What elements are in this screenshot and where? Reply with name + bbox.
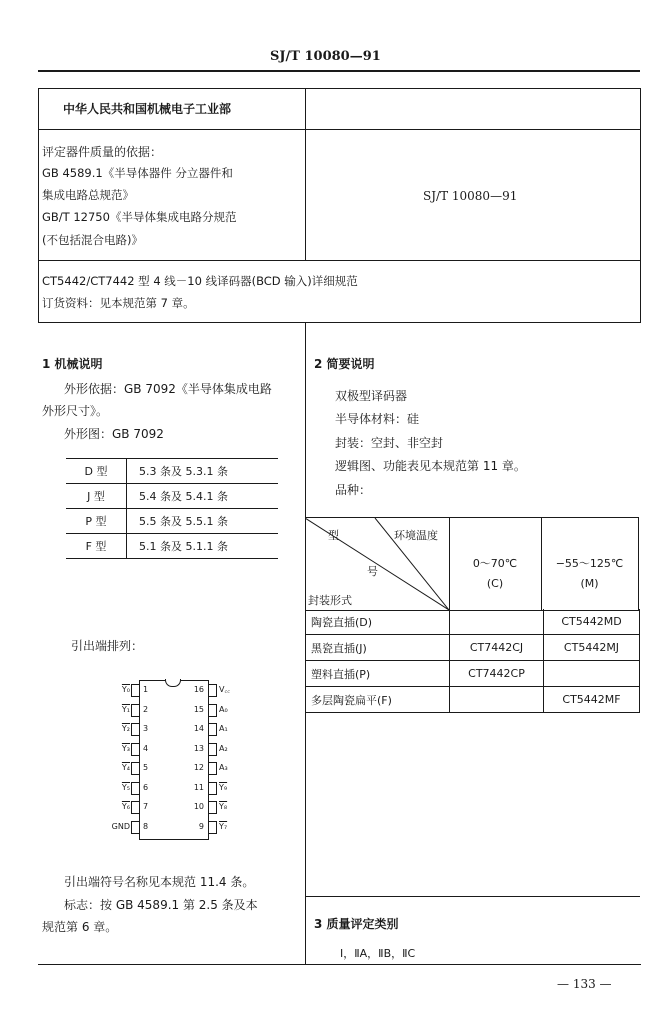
quality-categories: Ⅰ，ⅡA，ⅡB，ⅡC [340,947,416,960]
pin-right-box [208,743,217,756]
pin-left-number: 6 [143,782,149,792]
pin-left-box [131,821,140,834]
marking-line-1: 标志：按 GB 4589.1 第 2.5 条及本 [64,898,258,912]
section1-heading: 1 机械说明 [42,357,103,371]
outline-basis-1: 外形依据：GB 7092《半导体集成电路 [64,382,272,396]
pin-left-number: 4 [143,743,149,753]
grade-c [450,687,544,713]
marking-line-2: 规范第 6 章。 [42,920,118,934]
brief-line-5: 品种： [335,483,372,497]
pin-left-name: Y₁ [121,704,130,714]
section3-heading: 3 质量评定类别 [314,917,399,931]
ordering-info: 订货资料：见本规范第 7 章。 [42,296,195,310]
brief-line-4: 逻辑图、功能表见本规范第 11 章。 [335,459,526,473]
pin-right-name: Y₉ [219,782,228,792]
grade-form: 黑瓷直插(J) [305,635,450,661]
pin-left-name: Y₂ [121,724,130,733]
package-row [66,534,278,559]
pin-right-box [208,723,217,736]
pin-right-name: A₂ [219,743,228,753]
pin-left-name: Y₄ [121,763,130,772]
col-m-range: −55～125℃ [555,557,624,570]
pin-right-name: A₃ [219,763,228,772]
pin-right-box [208,762,217,775]
package-row [66,459,278,484]
grade-form: 多层陶瓷扁平(F) [305,687,450,713]
grade-form: 塑料直插(P) [305,661,450,687]
corner-no: 号 [367,565,378,578]
grade-m: CT5442MF [544,687,640,713]
grade-row [305,609,640,635]
grade-c [450,609,544,635]
pin-left-box [131,762,140,775]
outline-figure: 外形图：GB 7092 [64,427,164,441]
brief-line-2: 半导体材料：硅 [335,412,420,426]
pin-left-number: 5 [143,763,149,772]
ic-body [139,680,209,840]
pin-left-box [131,684,140,697]
brief-line-1: 双极型译码器 [335,389,408,403]
pinout-label: 引出端排列： [71,639,144,653]
pin-left-box [131,801,140,814]
corner-type: 型 [328,529,339,542]
pin-left-name: GND [111,821,130,831]
pin-right-box [208,684,217,697]
grade-m [544,661,640,687]
grade-table-header [305,517,639,611]
basis-line-1: GB 4589.1《半导体器件 分立器件和 [42,166,233,180]
pin-right-number: 14 [193,724,204,733]
package-ref: 5.1 条及 5.1.1 条 [127,534,279,559]
pin-left-number: 7 [143,802,149,811]
package-type: J 型 [66,484,127,509]
grade-c: CT7442CP [450,661,544,687]
grade-form: 陶瓷直插(D) [305,609,450,635]
masthead-standard-number: SJ/T 10080—91 [423,189,518,203]
grade-row [305,687,640,713]
pin-left-box [131,782,140,795]
brief-line-3: 封装：空封、非空封 [335,436,444,450]
pin-right-name: A₀ [219,704,228,714]
grade-row [305,635,640,661]
outline-basis-2: 外形尺寸》。 [42,404,109,418]
package-type: P 型 [66,509,127,534]
pin-symbols-note: 引出端符号名称见本规范 11.4 条。 [64,875,255,889]
header-standard-number: SJ/T 10080—91 [270,49,381,64]
pin-right-name: Y₈ [219,802,228,811]
pin-right-box [208,821,217,834]
package-row [66,484,278,509]
grade-table [305,517,640,730]
pin-right-number: 11 [193,782,204,792]
pin-right-number: 9 [198,821,204,831]
package-table [66,458,278,559]
section2-heading: 2 简要说明 [314,357,375,371]
pin-left-name: Y₆ [121,802,130,811]
pinout-diagram [88,680,278,844]
package-ref: 5.5 条及 5.5.1 条 [127,509,279,534]
pin-left-number: 8 [143,821,149,831]
pin-left-name: Y₀ [121,685,130,694]
pin-right-name: V꜀꜀ [219,685,231,694]
grade-row [305,661,640,687]
pin-right-number: 16 [193,685,204,694]
col-c-range: 0～70℃ [472,557,518,570]
grade-c: CT7442CJ [450,635,544,661]
ministry-name: 中华人民共和国机械电子工业部 [63,102,232,116]
package-type: F 型 [66,534,127,559]
grade-m: CT5442MJ [544,635,640,661]
pin-right-number: 15 [193,704,204,714]
grade-m: CT5442MD [544,609,640,635]
pin-right-box [208,801,217,814]
package-ref: 5.3 条及 5.3.1 条 [127,459,279,484]
corner-temp: 环境温度 [394,529,438,542]
pin-left-number: 3 [143,724,149,733]
col-m-code: (M) [580,577,599,590]
basis-line-4: (不包括混合电路)》 [42,233,143,247]
pin-right-number: 12 [193,763,204,772]
pin-right-name: Y₇ [219,821,228,831]
package-row [66,509,278,534]
header-rule [38,70,640,72]
pin-left-box [131,723,140,736]
pin-right-box [208,704,217,717]
pin-right-number: 10 [193,802,204,811]
package-type: D 型 [66,459,127,484]
page-number: — 133 — [557,977,612,991]
spec-title: CT5442/CT7442 型 4 线－10 线译码器(BCD 输入)详细规范 [42,274,358,288]
pin-left-number: 2 [143,704,149,714]
pin-left-name: Y₅ [121,782,130,792]
bottom-rule [38,964,641,965]
basis-line-3: GB/T 12750《半导体集成电路分规范 [42,210,237,224]
package-ref: 5.4 条及 5.4.1 条 [127,484,279,509]
pin-left-number: 1 [143,685,149,694]
pin-left-name: Y₃ [121,743,130,753]
pin-left-box [131,743,140,756]
pin-right-name: A₁ [219,724,228,733]
pin-right-box [208,782,217,795]
pin-right-number: 13 [193,743,204,753]
col-c-code: (C) [486,577,504,590]
corner-form: 封装形式 [308,594,352,607]
basis-line-2: 集成电路总规范》 [42,188,134,202]
basis-title: 评定器件质量的依据： [42,145,163,159]
pin-left-box [131,704,140,717]
